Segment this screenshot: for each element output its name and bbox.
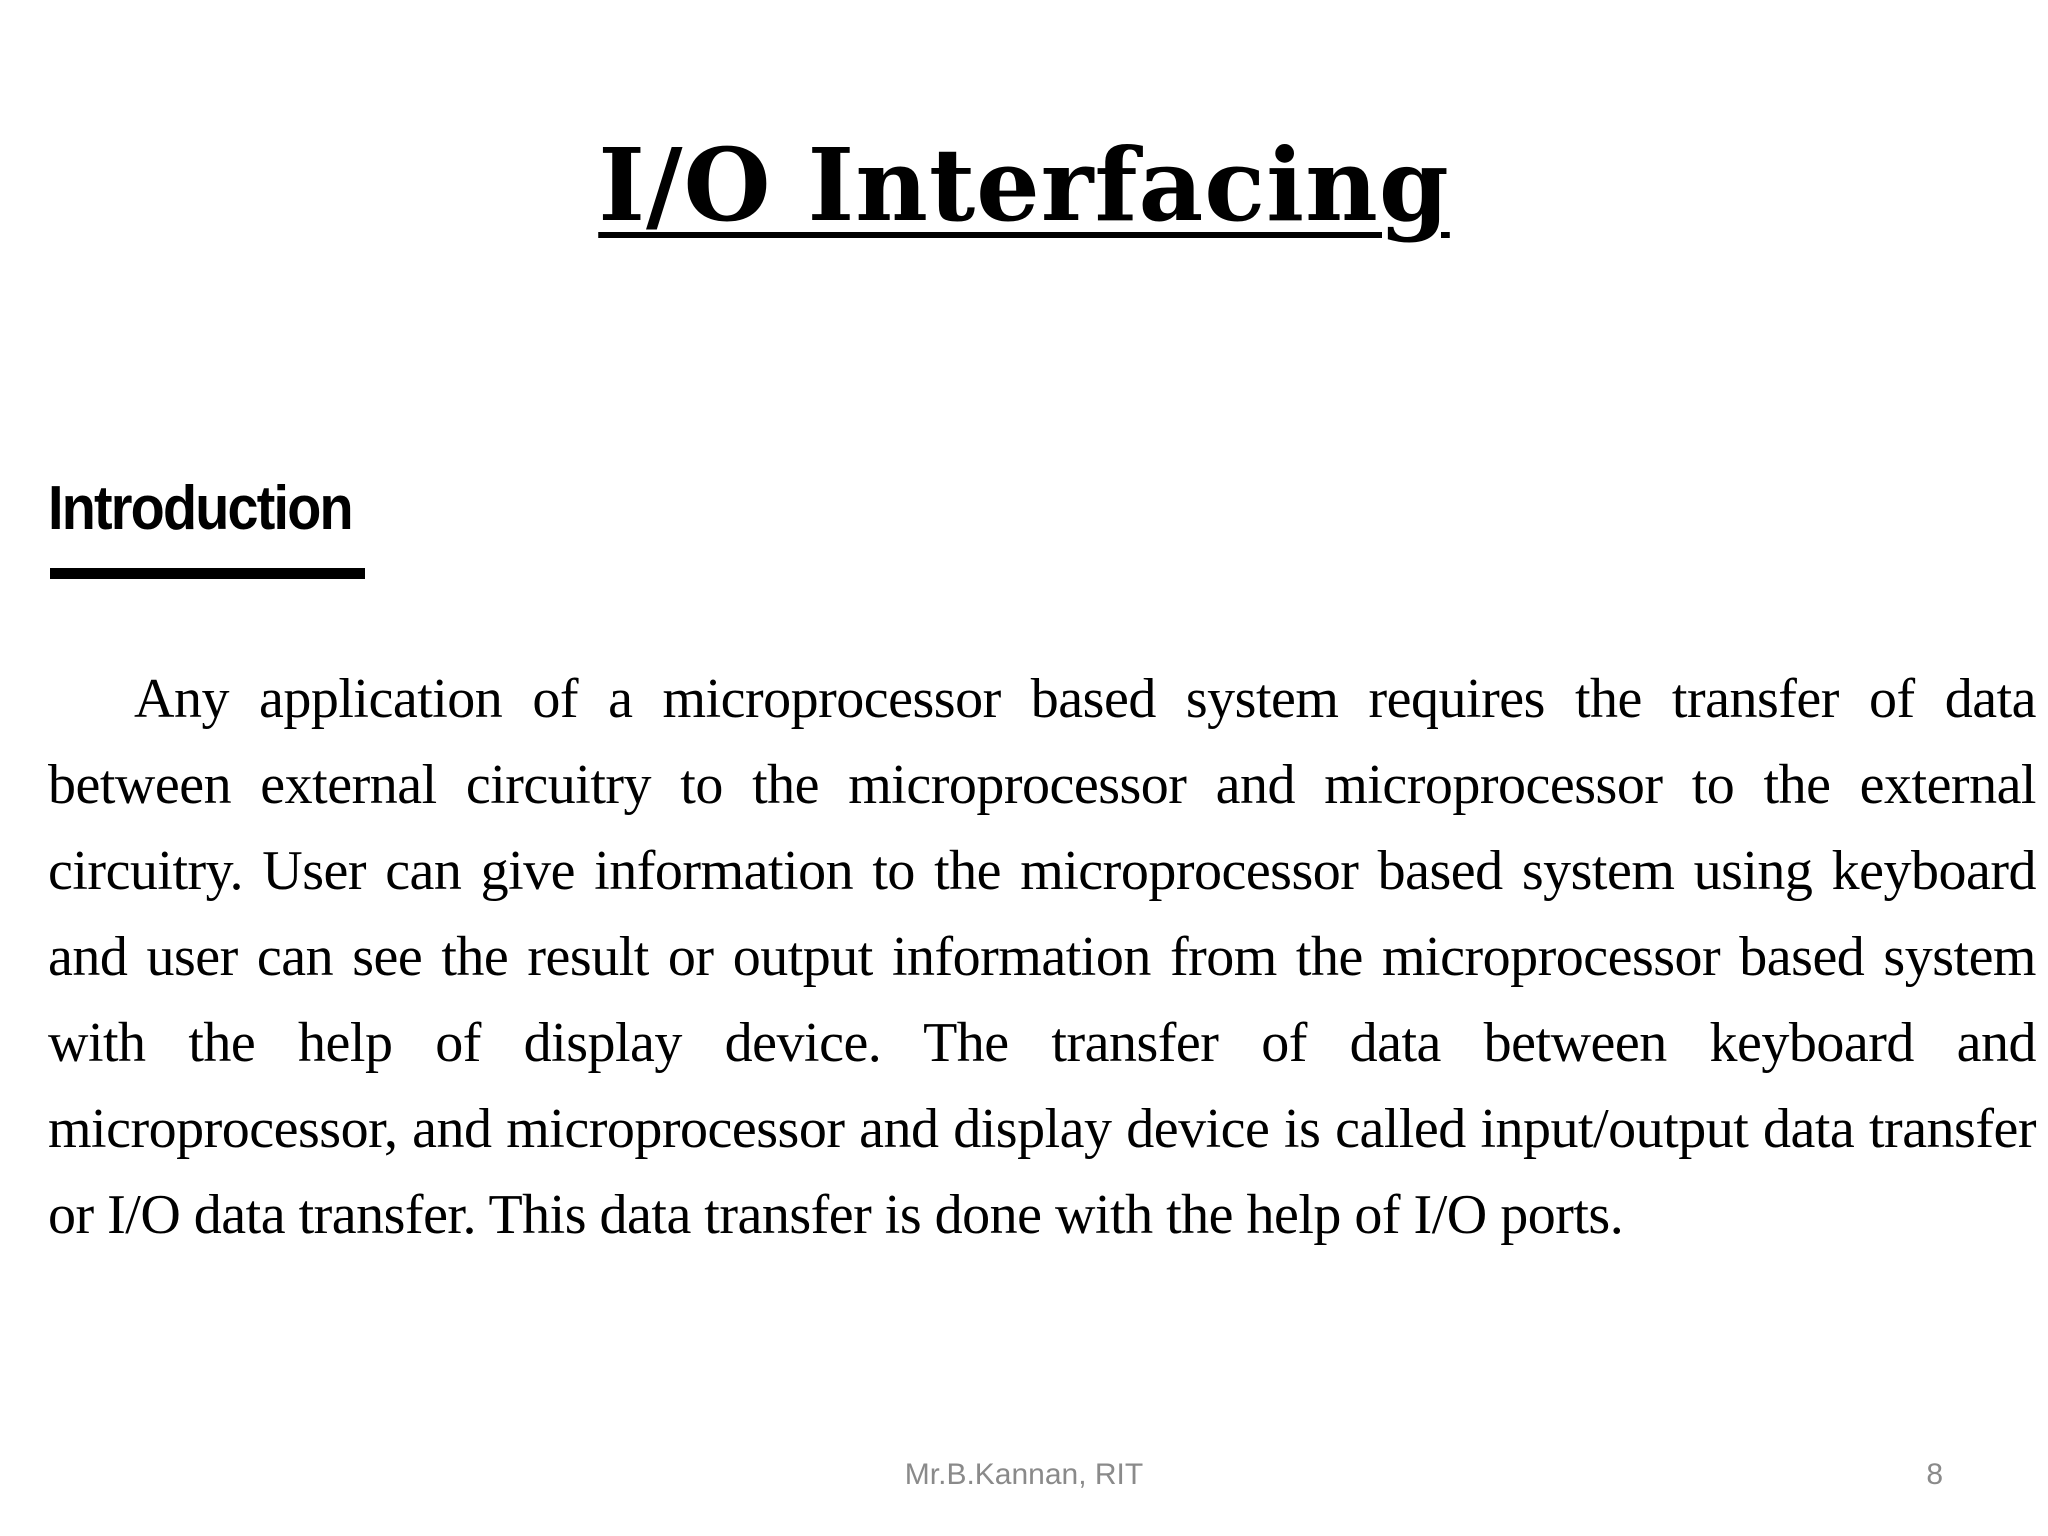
slide-footer: Mr.B.Kannan, RIT: [904, 1458, 1144, 1491]
slide-title: [0, 126, 2048, 244]
section-heading-underline: [50, 568, 365, 579]
page-number: 8: [1926, 1458, 1943, 1491]
slide-title-text: I/O Interfacing: [598, 126, 1450, 244]
body-paragraph: Any application of a microprocessor based system requires the transfer of data between external circuitry to the microprocessor and microprocessor to the external circuitry. User can give information to the microprocessor based system using keyboard and user can see the result or output information from the microprocessor based system with the help of display device. The transfer of data between keyboard and microprocessor, and microprocessor and display device is called input/output data transfer or I/O data transfer. This data transfer is done with the help of I/O ports.: [48, 668, 2036, 1246]
section-heading: Introduction: [48, 474, 352, 543]
